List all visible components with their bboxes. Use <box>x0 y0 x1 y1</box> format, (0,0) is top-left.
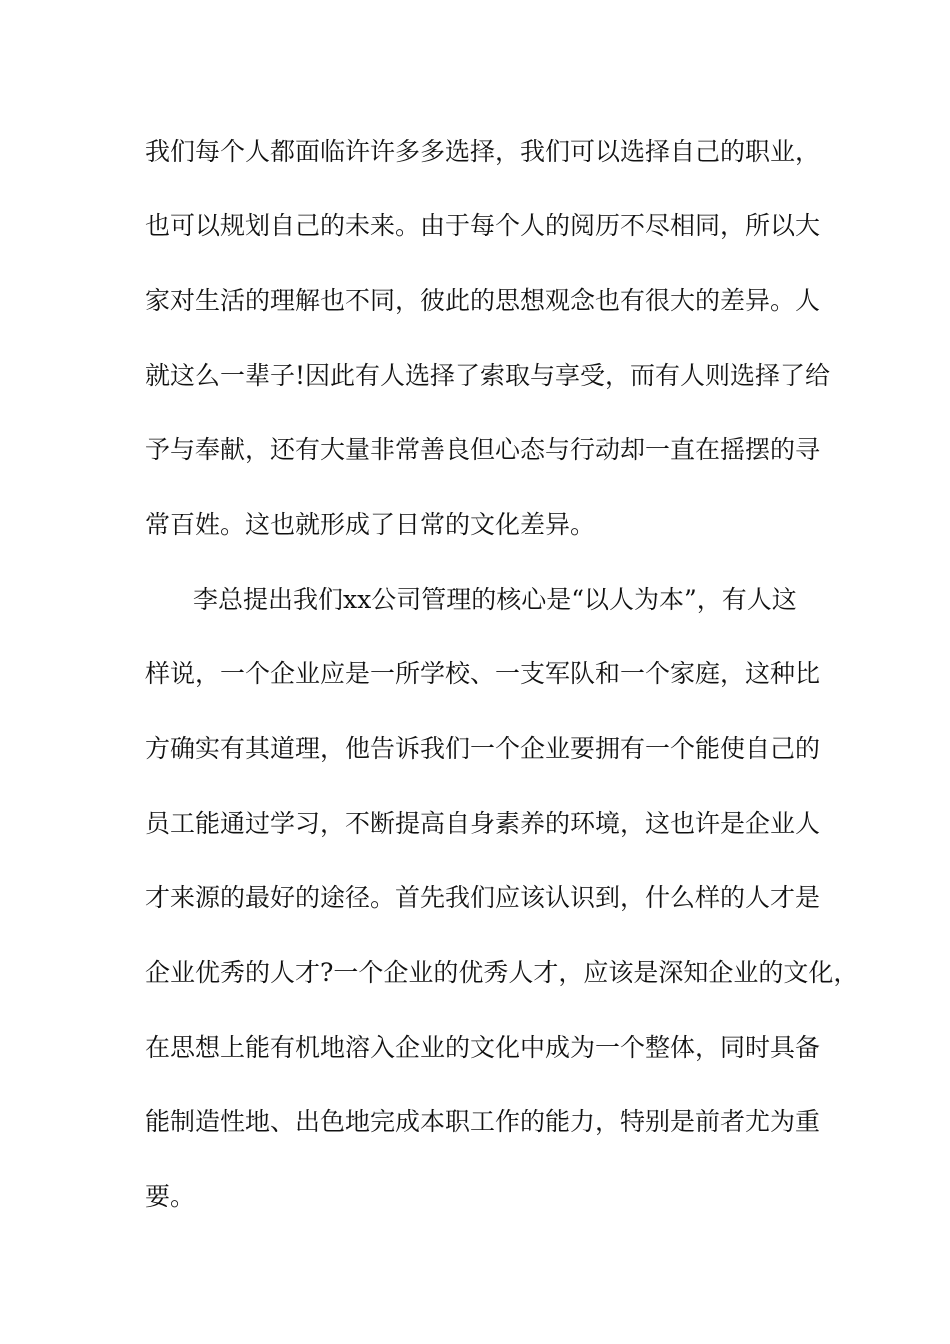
paragraph-1-line-6: 常百姓。这也就形成了日常的文化差异。 <box>145 510 596 539</box>
paragraph-2-line-7: 在思想上能有机地溶入企业的文化中成为一个整体，同时具备 <box>145 1033 821 1062</box>
paragraph-2-line-9: 要。 <box>145 1182 196 1211</box>
paragraph-2-line-4: 员工能通过学习，不断提高自身素养的环境，这也许是企业人 <box>145 809 821 838</box>
paragraph-2-line-2: 样说，一个企业应是一所学校、一支军队和一个家庭，这种比 <box>145 659 821 688</box>
paragraph-1-line-5: 予与奉献，还有大量非常善良但心态与行动却一直在摇摆的寻 <box>145 435 821 464</box>
paragraph-2-line-3: 方确实有其道理，他告诉我们一个企业要拥有一个能使自己的 <box>145 734 821 763</box>
paragraph-1-line-1: 我们每个人都面临许许多多选择，我们可以选择自己的职业， <box>145 137 821 166</box>
paragraph-2-line-5: 才来源的最好的途径。首先我们应该认识到，什么样的人才是 <box>145 883 821 912</box>
paragraph-2-line-6: 企业优秀的人才?一个企业的优秀人才，应该是深知企业的文化， <box>145 958 859 987</box>
paragraph-1-line-3: 家对生活的理解也不同，彼此的思想观念也有很大的差异。人 <box>145 286 821 315</box>
paragraph-2-line-8: 能制造性地、出色地完成本职工作的能力，特别是前者尤为重 <box>145 1107 821 1136</box>
paragraph-2-line-1: 李总提出我们xx公司管理的核心是“以人为本”，有人这 <box>193 585 797 614</box>
paragraph-1-line-2: 也可以规划自己的未来。由于每个人的阅历不尽相同，所以大 <box>145 211 821 240</box>
paragraph-1-line-4: 就这么一辈子!因此有人选择了索取与享受，而有人则选择了给 <box>145 361 831 390</box>
